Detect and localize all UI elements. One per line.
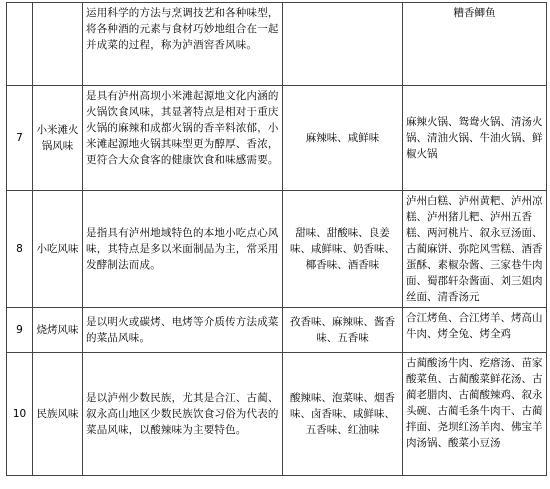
flavor-name: 民族风味 xyxy=(33,353,83,476)
taste-types: 孜香味、麻辣味、酱香味、五香味 xyxy=(283,308,403,353)
table-row xyxy=(7,353,547,476)
row-number: 7 xyxy=(7,86,33,191)
representative-dishes: 古蔺酸汤牛肉、疙瘩汤、苗家酸菜鱼、古蔺酸菜鲜花汤、古蔺老腊肉、古蔺酸辣鸡、叙永头碗、古蔺毛条牛肉干、古蔺拌面、尧坝红汤羊肉、佛宝羊肉汤锅、酸菜小豆汤 xyxy=(403,353,547,476)
row-number xyxy=(7,3,33,86)
representative-dishes: 麻辣火锅、鸳鸯火锅、清汤火锅、清油火锅、牛油火锅、鲜椒火锅 xyxy=(403,86,547,191)
taste-types xyxy=(283,3,403,86)
row-number: 10 xyxy=(7,353,33,476)
table-row xyxy=(7,86,547,191)
representative-dishes: 泸州白糕、泸州黄粑、泸州凉糕、泸州猪儿粑、泸州五香糕、两河桃片、叙永豆汤面、古蔺麻饼、弥陀风雪糕、酒香蛋酥、素椒杂酱、三家巷牛肉面、蜀郡轩杂酱面、刘三姐肉丝面、清香汤元 xyxy=(403,191,547,308)
row-number: 8 xyxy=(7,191,33,308)
cuisine-table xyxy=(6,2,547,476)
flavor-description: 运用科学的方法与烹调技艺和各种味型，将各种酒的元素与食材巧妙地组合在一起并成菜的过程，称为泸酒窖香风味。 xyxy=(83,3,283,86)
representative-dishes xyxy=(403,3,547,86)
flavor-description: 是指具有泸州地域特色的本地小吃点心风味，其特点是多以米面制品为主，常采用发酵制法而成。 xyxy=(83,191,283,308)
flavor-name: 小吃风味 xyxy=(33,191,83,308)
dish-list: 糟香鲫鱼 xyxy=(453,7,496,19)
taste-types: 酸辣味、泡菜味、烟香味、卤香味、咸鲜味、五香味、红油味 xyxy=(283,353,403,476)
flavor-name: 烧烤风味 xyxy=(33,308,83,353)
flavor-description: 是具有泸州高坝小米滩起源地文化内涵的火锅饮食风味，其显著特点是相对于重庆火锅的麻辣和成都火锅的香辛料浓郁，小米滩起源地火锅其味型更为醇厚、香浓，更符合大众食客的健康饮食和味感需要。 xyxy=(83,86,283,191)
flavor-description: 是以泸州少数民族，尤其是合江、古蔺、叙永高山地区少数民族饮食习俗为代表的菜品风味，以酸辣味为主要特色。 xyxy=(83,353,283,476)
flavor-name: 小米滩火锅风味 xyxy=(33,86,83,191)
flavor-name xyxy=(33,3,83,86)
table-row xyxy=(7,3,547,86)
representative-dishes: 合江烤鱼、合江烤羊、烤高山牛肉、烤全兔、烤全鸡 xyxy=(403,308,547,353)
table-row xyxy=(7,191,547,308)
table-row xyxy=(7,308,547,353)
taste-types: 甜味、甜酸味、良姜味、咸鲜味、奶香味、椰香味、酒香味 xyxy=(283,191,403,308)
row-number: 9 xyxy=(7,308,33,353)
taste-types: 麻辣味、咸鲜味 xyxy=(283,86,403,191)
flavor-description: 是以明火或碳烤、电烤等介质传方法成菜的菜品风味。 xyxy=(83,308,283,353)
